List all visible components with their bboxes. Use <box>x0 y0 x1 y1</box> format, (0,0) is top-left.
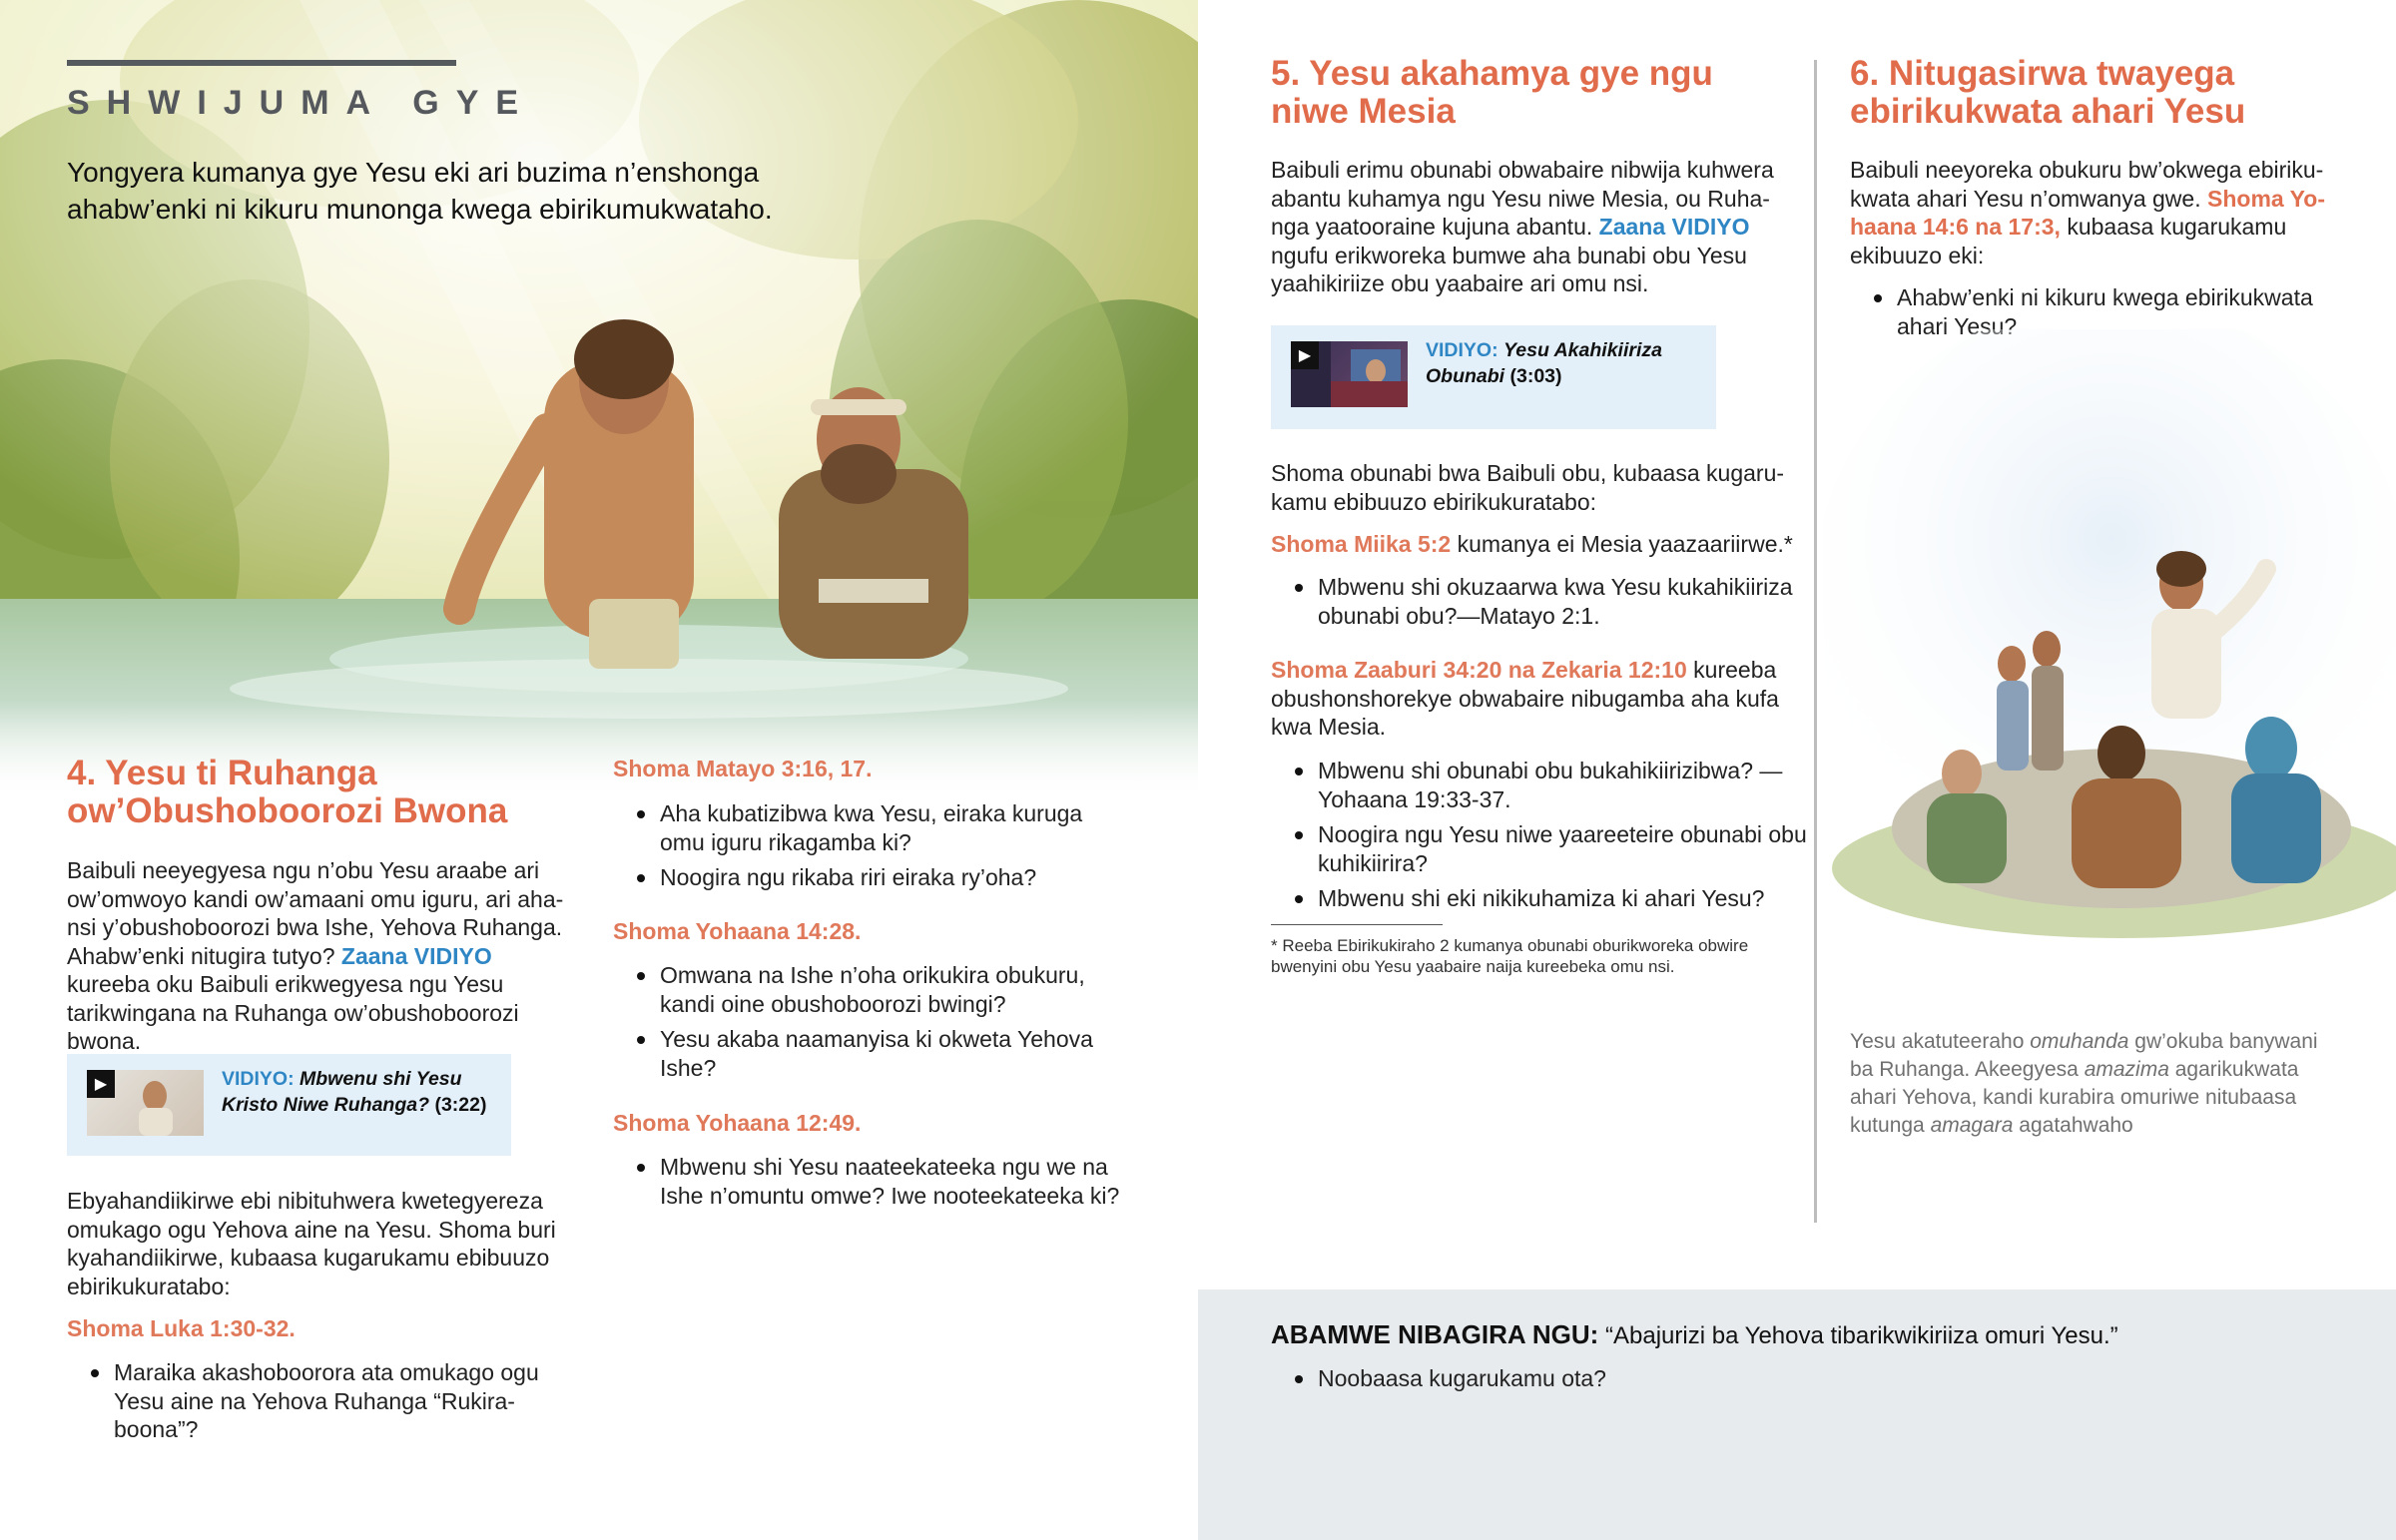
scripture-ref-miika[interactable]: Shoma Miika 5:2 <box>1271 531 1452 557</box>
video-card-s4[interactable] <box>67 1054 511 1156</box>
caption-text: gw’okuba banywani ba Ruhanga. Akeegyesa <box>1850 1030 2318 1081</box>
section5-para2: Shoma obunabi bwa Baibuli obu, kubaasa kugarukamu ebibuuzo ebirikukuratabo: <box>1271 460 1785 515</box>
video-card-s5[interactable] <box>1271 325 1716 429</box>
section5-para1 <box>1271 156 1790 298</box>
some-say-heading <box>1271 1319 2118 1350</box>
some-say-quote: “Abajurizi ba Yehova tibarikwikiriiza omuri Yesu.” <box>1605 1322 2118 1349</box>
list-item: Maraika akashoboorora ata omukago ogu Yesu aine na Yehova Ruhanga “Rukiraboona”? <box>67 1358 576 1444</box>
section6-para1-text-2: kubaasa kugarukamu ekibuuzo eki: <box>1850 214 2287 268</box>
footnote: * Reeba Ebirikukiraho 2 kumanya obunabi oburikworeka obwire bwenyini obu Yesu yaabaire naija kureebeka omu nsi. <box>1271 936 1749 976</box>
matayo-questions <box>613 799 1132 899</box>
section6-para1-text: Baibuli neeyoreka obukuru bw’okwega ebirikukwata ahari Yesu n’omwanya gwe. <box>1850 157 2324 212</box>
caption-text: Yesu akatuteeraho <box>1850 1030 2031 1053</box>
list-item: Mbwenu shi eki nikikuhamiza ki ahari Yesu? <box>1271 884 1810 913</box>
scripture-ref-matayo[interactable]: Shoma Matayo 3:16, 17. <box>613 756 873 781</box>
some-say-label: ABAMWE NIBAGIRA NGU: <box>1271 1319 1599 1349</box>
list-item: Mbwenu shi okuzaarwa kwa Yesu kukahikiiriza obunabi obu?—Matayo 2:1. <box>1271 573 1810 630</box>
section6-para1 <box>1850 156 2329 269</box>
section4-title: 4. Yesu ti Ruhanga ow’Obushoboorozi Bwona <box>67 754 508 830</box>
illustration-caption <box>1850 1028 2319 1140</box>
ref2-text: kureeba obushonshorekye obwabaire nibugamba aha kufa kwa Mesia. <box>1271 657 1779 740</box>
play-icon[interactable]: ▶ <box>1291 341 1319 369</box>
play-icon[interactable]: ▶ <box>87 1070 115 1098</box>
section5-ref2-line <box>1271 656 1800 742</box>
video-thumbnail[interactable] <box>87 1070 204 1136</box>
video-title: Yesu Akahikiiriza Obunabi <box>1426 339 1662 387</box>
caption-text: agatahwaho <box>2013 1114 2133 1137</box>
list-item: Yesu akaba naamanyisa ki okweta Yehova Ishe? <box>613 1025 1132 1082</box>
miika-questions <box>1271 573 1810 637</box>
list-item: Noogira ngu rikaba riri eiraka ry’oha? <box>613 863 1132 892</box>
scripture-ref-zaaburi-zekaria[interactable]: Shoma Zaaburi 34:20 na Zekaria 12:10 <box>1271 657 1687 683</box>
zaaburi-questions <box>1271 757 1810 920</box>
video-duration: (3:22) <box>434 1094 487 1116</box>
list-item: Aha kubatizibwa kwa Yesu, eiraka kuruga omu iguru rikagamba ki? <box>613 799 1132 856</box>
list-item: Noobaasa kugarukamu ota? <box>1271 1364 1870 1393</box>
list-item: Mbwenu shi obunabi obu bukahikiirizibwa? —Yohaana 19:33-37. <box>1271 757 1810 813</box>
column-divider <box>1814 60 1817 1223</box>
yohaana12-questions <box>613 1153 1132 1217</box>
section4-para1-text-2: kureeba oku Baibuli erikwegyesa ngu Yesu tarikwingana na Ruhanga ow’obushoboorozi bwona. <box>67 971 519 1054</box>
section5-para1-text: Baibuli erimu obunabi obwabaire nibwija kuhwera abantu kuhamya ngu Yesu niwe Mesia, ou Ruhanga yaatooraine kujuna abantu. <box>1271 157 1774 240</box>
video-thumbnail[interactable] <box>1291 341 1408 407</box>
section6-title: 6. Nitugasirwa twayega ebirikukwata ahari Yesu <box>1850 54 2246 131</box>
video-text <box>1426 337 1725 389</box>
jesus-teaching-illustration <box>1822 329 2396 998</box>
list-item: Mbwenu shi Yesu naateekateeka ngu we na Ishe n’omuntu omwe? Iwe nooteekateeka ki? <box>613 1153 1132 1210</box>
list-item: Noogira ngu Yesu niwe yaareeteire obunabi obu kuhikiirira? <box>1271 820 1810 877</box>
caption-emphasis: amazima <box>2084 1058 2169 1081</box>
video-duration: (3:03) <box>1509 365 1562 387</box>
teaching-scene <box>1822 329 2396 998</box>
caption-text: agarikukwata ahari Yehova, kandi kurabira omuriwe nitubaasa kutunga <box>1850 1058 2299 1137</box>
footnote-rule <box>1271 924 1443 925</box>
video-text <box>222 1066 521 1118</box>
ref1-text: kumanya ei Mesia yaazaariirwe.* <box>1457 531 1793 557</box>
scripture-ref-yohaana-14[interactable]: Shoma Yohaana 14:28. <box>613 918 862 944</box>
scripture-ref-yohaana-12[interactable]: Shoma Yohaana 12:49. <box>613 1110 862 1136</box>
video-title: Mbwenu shi Yesu Kristo Niwe Ruhanga? <box>222 1068 462 1116</box>
kicker-rule <box>67 60 456 66</box>
watch-video-link[interactable]: Zaana VIDIYO <box>340 942 492 969</box>
caption-emphasis: omuhanda <box>2030 1030 2129 1053</box>
scripture-ref-yohaana-14-6[interactable]: Shoma Yohaana 14:6 na 17:3, <box>1850 185 2326 240</box>
watch-video-link[interactable]: Zaana VIDIYO <box>1598 214 1750 240</box>
luka-questions <box>67 1358 576 1451</box>
video-label: VIDIYO: <box>1426 339 1498 361</box>
section4-para2: Ebyahandiikirwe ebi nibituhwera kwetegyereza omukago ogu Yehova aine na Yesu. Shoma buri kyahandiikirwe, kubaasa kugarukamu ebibuuzo ebirikukuratabo: <box>67 1188 556 1299</box>
section4-para1 <box>67 856 581 1056</box>
section5-ref1-line <box>1271 530 1800 559</box>
scripture-ref-luka[interactable]: Shoma Luka 1:30-32. <box>67 1315 296 1341</box>
section4-para1-text: Baibuli neeyegyesa ngu n’obu Yesu araabe ari ow’omwoyo kandi ow’amaani omu iguru, ari ahansi y’obushoboorozi bwa Ishe, Yehova Ruhanga. Ahabw’enki nitugira tutyo? <box>67 857 564 969</box>
yohaana14-questions <box>613 961 1132 1089</box>
list-item: Ahabw’enki ni kikuru kwega ebirikukwata ahari Yesu? <box>1850 283 2329 340</box>
list-item: Omwana na Ishe n’oha orikukira obukuru, kandi oine obushoboorozi bwingi? <box>613 961 1132 1018</box>
some-say-questions <box>1271 1364 1870 1400</box>
section-kicker: SHWIJUMA GYE <box>67 84 536 122</box>
video-label: VIDIYO: <box>222 1068 295 1090</box>
section5-title: 5. Yesu akahamya gye ngu niwe Mesia <box>1271 54 1713 131</box>
section5-para1-text-2: ngufu erikworeka bumwe aha bunabi obu Yesu yaahikiriize obu yaabaire ari omu nsi. <box>1271 242 1747 296</box>
caption-emphasis: amagara <box>1930 1114 2014 1137</box>
intro-text: Yongyera kumanya gye Yesu eki ari buzima n’enshonga ahabw’enki ni kikuru munonga kwega ebirikumukwataho. <box>67 157 773 225</box>
